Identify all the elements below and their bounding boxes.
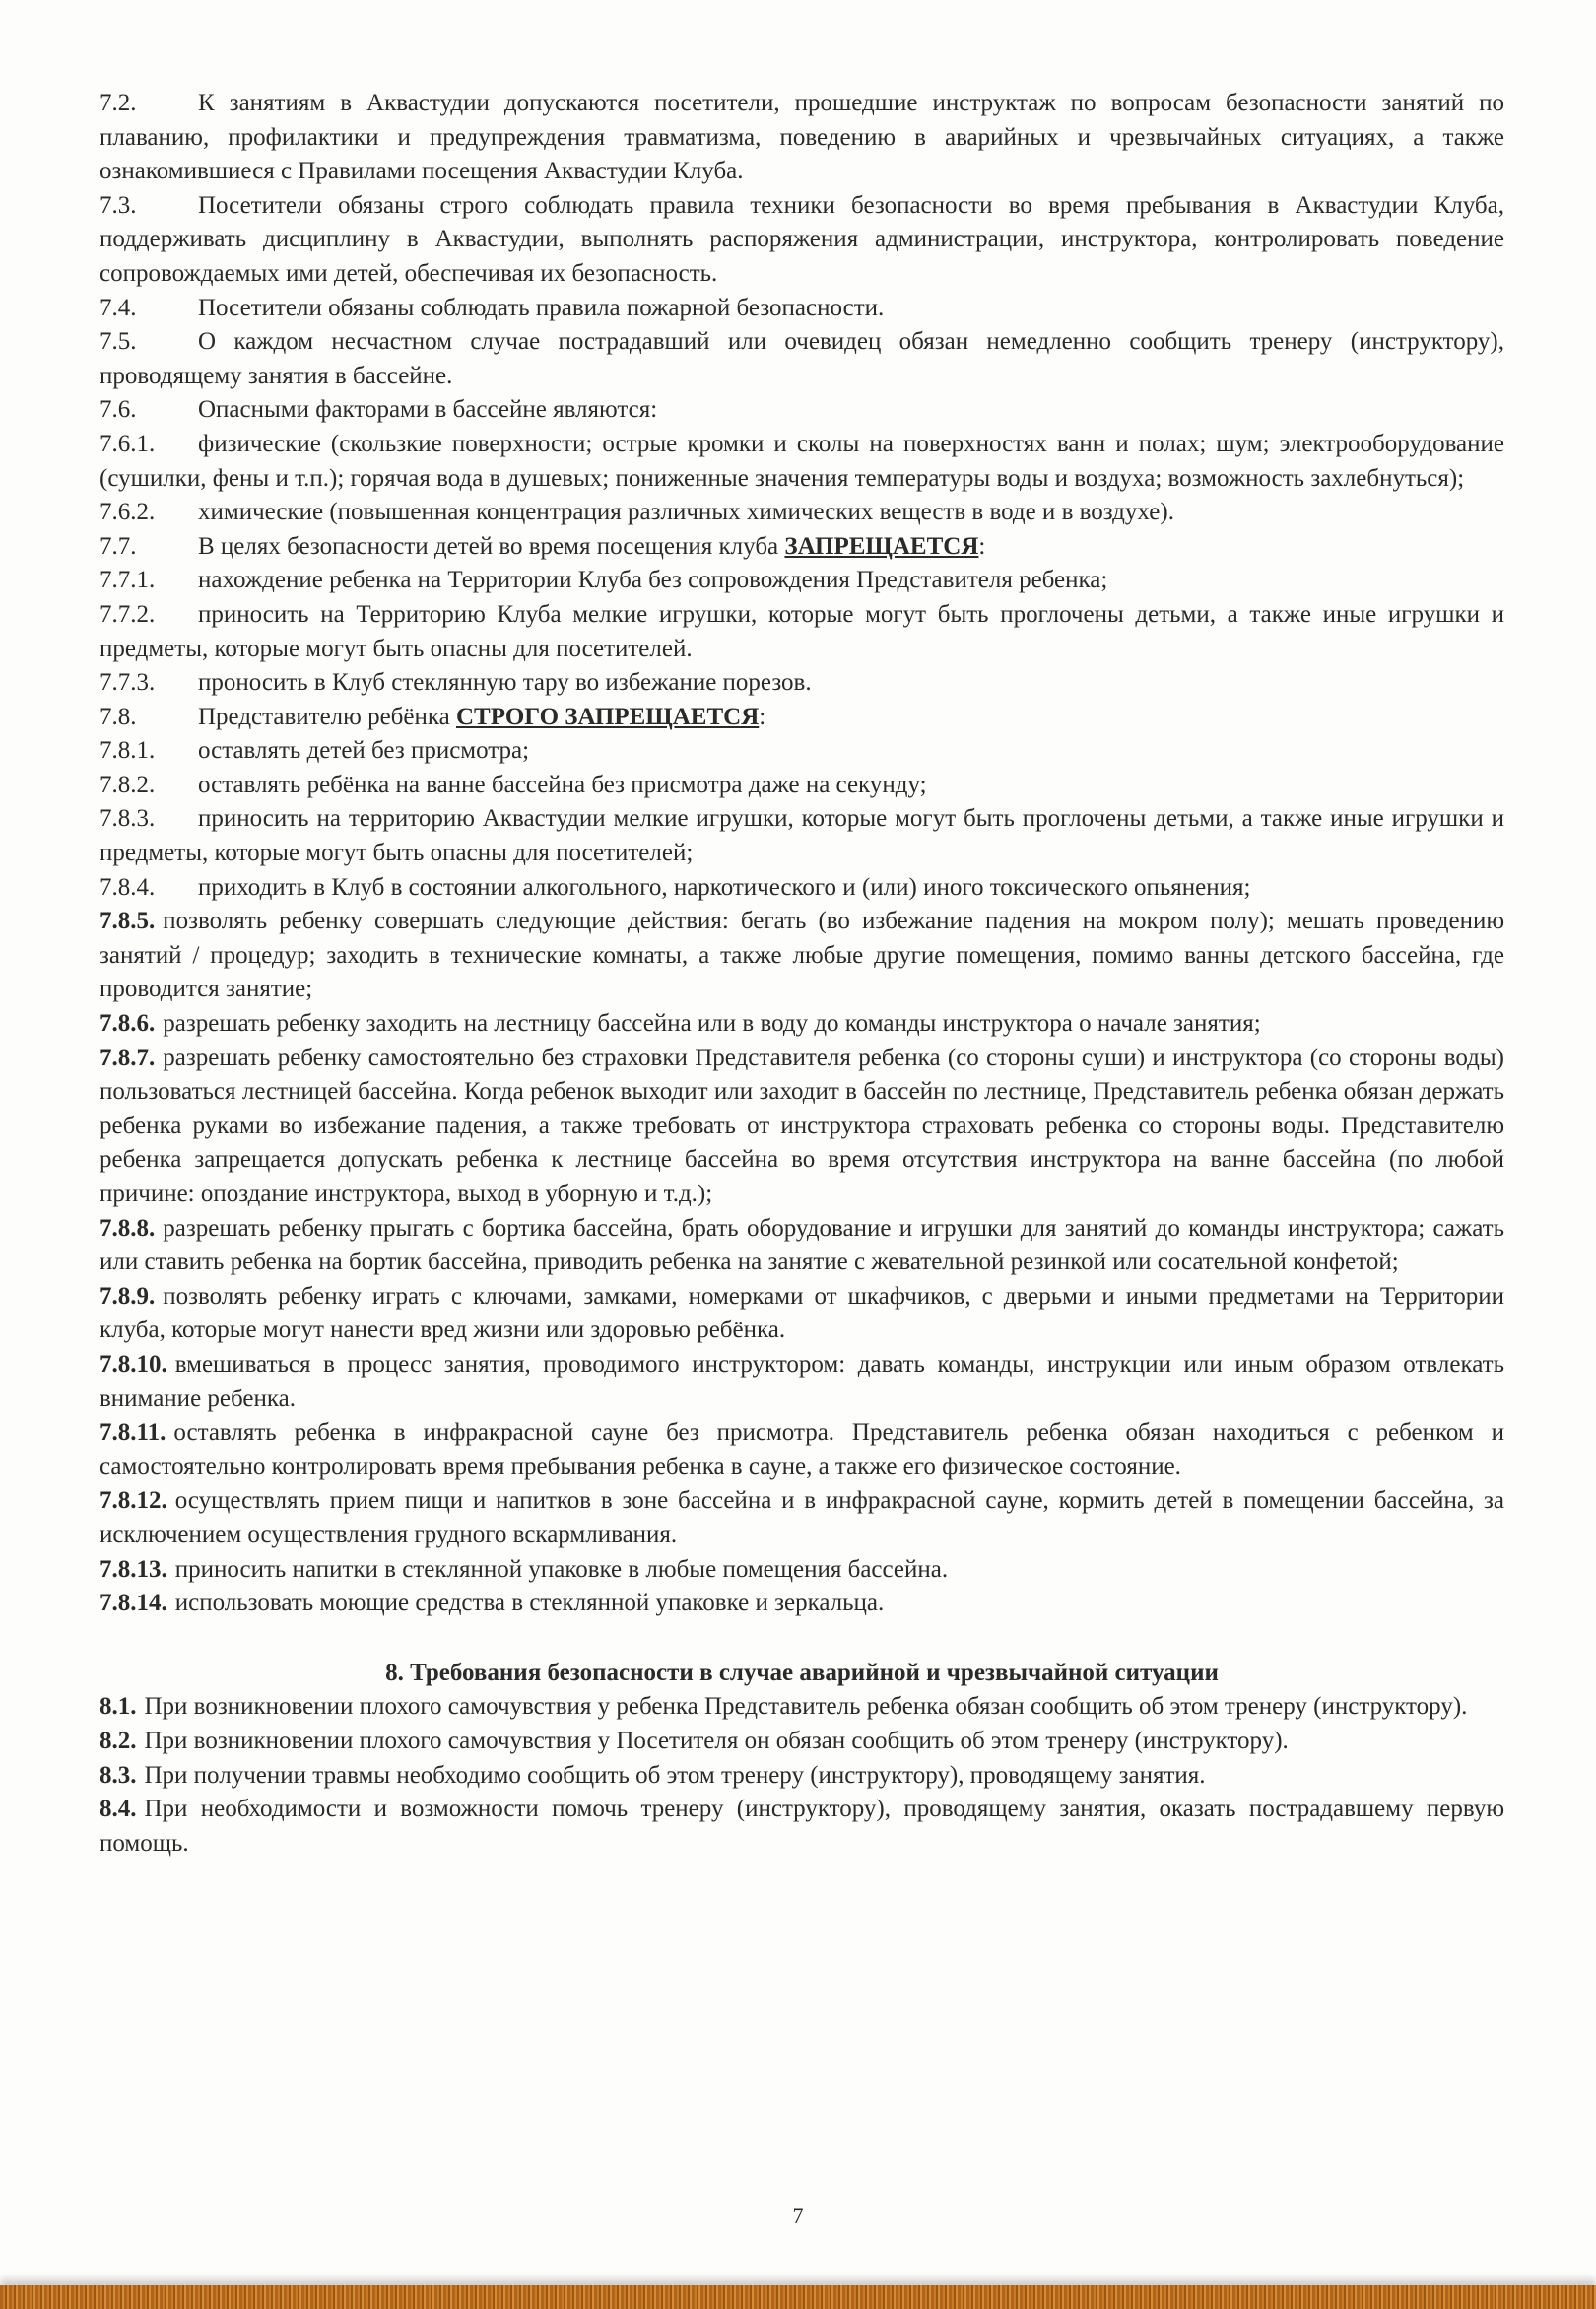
clause-8-4	[100, 1793, 1504, 1861]
scan-background-edge	[0, 2285, 1596, 2309]
clause-7-8-14	[100, 1587, 1504, 1621]
clause-text: вмешиваться в процесс занятия, проводимого инструктором: давать команды, инструкции или иным образом отвлекать внимание ребенка.	[100, 1350, 1504, 1412]
clause-text: приходить в Клуб в состоянии алкогольного, наркотического и (или) иного токсического опьянения;	[198, 873, 1251, 901]
clause-7-8-13	[100, 1553, 1504, 1588]
clause-7-7-1	[100, 564, 1504, 598]
clause-number: 7.8.1.	[100, 737, 156, 765]
clause-7-4	[100, 292, 1504, 326]
clause-number: 7.8.5.	[100, 908, 156, 935]
clause-text: О каждом несчастном случае пострадавший или очевидец обязан немедленно сообщить тренеру (инструктору), проводящему занятия в бассейне.	[100, 328, 1504, 389]
clause-7-8-1	[100, 734, 1504, 769]
clause-text: приносить на территорию Аквастудии мелкие игрушки, которые могут быть проглочены детьми, а также иные игрушки и предметы, которые могут быть опасны для посетителей;	[100, 805, 1504, 867]
clause-7-6-1	[100, 428, 1504, 496]
clause-text: позволять ребенку играть с ключами, замками, номерками от шкафчиков, с дверьми и иными предметами на Территории клуба, которые могут нанести вред жизни или здоровью ребёнка.	[100, 1282, 1504, 1344]
clause-number: 7.8.10.	[100, 1350, 167, 1378]
section-8-heading: 8. Требования безопасности в случае аварийной и чрезвычайной ситуации	[385, 1659, 1219, 1686]
clause-8-1	[100, 1690, 1504, 1725]
clause-text: нахождение ребенка на Территории Клуба без сопровождения Представителя ребенка;	[198, 567, 1108, 594]
clause-number: 7.8.12.	[100, 1487, 167, 1515]
clause-number: 7.4.	[100, 294, 137, 321]
clause-number: 7.7.1.	[100, 567, 156, 594]
clause-7-3	[100, 189, 1504, 292]
clause-text: приносить на Территорию Клуба мелкие игрушки, которые могут быть проглочены детьми, а также иные игрушки и предметы, которые могут быть опасны для посетителей.	[100, 600, 1504, 662]
clause-7-8-3	[100, 802, 1504, 870]
clause-number: 7.8.9.	[100, 1282, 156, 1310]
section-7-list	[100, 87, 1504, 1621]
clause-number: 7.7.	[100, 532, 137, 560]
clause-7-8	[100, 701, 1504, 735]
clause-number: 7.8.2.	[100, 771, 156, 798]
clause-number: 7.6.	[100, 396, 137, 424]
clause-text: разрешать ребенку прыгать с бортика бассейна, брать оборудование и игрушки для занятий до команды инструктора; сажать или ставить ребенка на бортик бассейна, приводить ребенка на занятие с жевательной резинкой или сосательной конфетой;	[100, 1214, 1504, 1276]
clause-text: оставлять детей без присмотра;	[198, 737, 530, 765]
document-page	[100, 87, 1504, 1861]
clause-text: При необходимости и возможности помочь тренеру (инструктору), проводящему занятия, оказать пострадавшему первую помощь.	[100, 1796, 1504, 1857]
clause-number: 7.8.6.	[100, 1010, 156, 1038]
clause-7-8-6	[100, 1007, 1504, 1042]
section-8-list	[100, 1690, 1504, 1861]
clause-text: оставлять ребенка в инфракрасной сауне без присмотра. Представитель ребенка обязан находиться с ребенком и самостоятельно контролировать время пребывания ребенка в сауне, а также его физическое состояние.	[100, 1419, 1504, 1480]
clause-7-6-2	[100, 496, 1504, 530]
clause-8-3	[100, 1759, 1504, 1794]
clause-number: 7.7.3.	[100, 669, 156, 697]
clause-text: использовать моющие средства в стеклянной упаковке и зеркальца.	[174, 1590, 885, 1617]
clause-text: В целях безопасности детей во время посещения клуба	[198, 532, 785, 560]
clause-7-7-3	[100, 666, 1504, 701]
clause-number: 7.8.8.	[100, 1214, 156, 1242]
clause-text: приносить напитки в стеклянной упаковке в любые помещения бассейна.	[174, 1555, 949, 1583]
clause-7-8-8	[100, 1212, 1504, 1280]
clause-number: 8.4.	[100, 1796, 137, 1823]
clause-number: 7.8.	[100, 703, 137, 730]
clause-number: 7.8.3.	[100, 805, 156, 833]
clause-7-8-12	[100, 1484, 1504, 1552]
clause-text: физические (скользкие поверхности; острые кромки и сколы на поверхностях ванн и полах; шум; электрооборудование (сушилки, фены и т.п.); горячая вода в душевых; пониженные значения температуры воды и воздуха; возможность захлебнуться);	[100, 430, 1504, 492]
clause-number: 7.5.	[100, 328, 137, 356]
clause-number: 7.8.14.	[100, 1590, 167, 1617]
clause-number: 7.6.1.	[100, 430, 156, 457]
clause-text-after: :	[759, 703, 766, 730]
clause-7-8-10	[100, 1348, 1504, 1416]
clause-number: 7.8.7.	[100, 1044, 156, 1071]
clause-7-6	[100, 393, 1504, 428]
clause-7-2	[100, 87, 1504, 189]
clause-number: 7.8.11.	[100, 1419, 166, 1447]
clause-number: 7.7.2.	[100, 600, 156, 628]
clause-text: позволять ребенку совершать следующие действия: бегать (во избежание падения на мокром полу); мешать проведению занятий / процедур; заходить в технические комнаты, а также любые другие помещения, помимо ванны детского бассейна, где проводится занятие;	[100, 908, 1504, 1003]
clause-text: Посетители обязаны строго соблюдать правила техники безопасности во время пребывания в Аквастудии Клуба, поддерживать дисциплину в Аквастудии, выполнять распоряжения администрации, инструктора, контролировать поведение сопровождаемых ими детей, обеспечивая их безопасность.	[100, 191, 1504, 287]
emphasis-text: СТРОГО ЗАПРЕЩАЕТСЯ	[455, 703, 760, 730]
clause-8-2	[100, 1725, 1504, 1759]
clause-number: 7.8.13.	[100, 1555, 167, 1583]
clause-7-8-5	[100, 905, 1504, 1007]
clause-7-8-11	[100, 1416, 1504, 1484]
clause-number: 8.2.	[100, 1727, 137, 1754]
clause-7-8-2	[100, 769, 1504, 803]
clause-7-8-4	[100, 871, 1504, 906]
emphasis-text: ЗАПРЕЩАЕТСЯ	[784, 532, 979, 560]
clause-7-7	[100, 530, 1504, 565]
clause-number: 7.8.4.	[100, 873, 156, 901]
clause-number: 7.6.2.	[100, 499, 156, 526]
clause-7-8-9	[100, 1280, 1504, 1348]
clause-text: При возникновении плохого самочувствия у Посетителя он обязан сообщить об этом тренеру (инструктору).	[144, 1727, 1289, 1754]
page-number: 7	[792, 2204, 804, 2228]
clause-text: Опасными факторами в бассейне являются:	[198, 396, 658, 424]
clause-number: 7.3.	[100, 191, 137, 219]
clause-text: разрешать ребенку заходить на лестницу бассейна или в воду до команды инструктора о начале занятия;	[163, 1010, 1261, 1038]
clause-text: проносить в Клуб стеклянную тару во избежание порезов.	[198, 669, 812, 697]
clause-number: 8.1.	[100, 1693, 137, 1721]
clause-text: К занятиям в Аквастудии допускаются посетители, прошедшие инструктаж по вопросам безопасности занятий по плаванию, профилактики и предупреждения травматизма, поведению в аварийных и чрезвычайных ситуациях, а также ознакомившиеся с Правилами посещения Аквастудии Клуба.	[100, 90, 1504, 185]
clause-7-7-2	[100, 598, 1504, 666]
clause-text: осуществлять прием пищи и напитков в зоне бассейна и в инфракрасной сауне, кормить детей в помещении бассейна, за исключением осуществления грудного вскармливания.	[100, 1487, 1504, 1548]
clause-text: оставлять ребёнка на ванне бассейна без присмотра даже на секунду;	[198, 771, 927, 798]
clause-text: разрешать ребенку самостоятельно без страховки Представителя ребенка (со стороны суши) и инструктора (со стороны воды) пользоваться лестницей бассейна. Когда ребенок выходит или заходит в бассейн по лестнице, Представитель ребенка обязан держать ребенка руками во избежание падения, а также требовать от инструктора страховать ребенка со стороны воды. Представителю ребенка запрещается допускать ребенка к лестнице бассейна во время отсутствия инструктора на ванне бассейна (по любой причине: опоздание инструктора, выход в уборную и т.д.);	[100, 1044, 1504, 1207]
clause-text: Посетители обязаны соблюдать правила пожарной безопасности.	[198, 294, 885, 321]
clause-text: Представителю ребёнка	[198, 703, 456, 730]
clause-number: 7.2.	[100, 90, 137, 116]
clause-7-8-7	[100, 1042, 1504, 1212]
clause-number: 8.3.	[100, 1761, 137, 1789]
clause-text: химические (повышенная концентрация различных химических веществ в воде и в воздухе).	[198, 499, 1174, 526]
clause-7-5	[100, 325, 1504, 393]
clause-text: При возникновении плохого самочувствия у ребенка Представитель ребенка обязан сообщить об этом тренеру (инструктору).	[144, 1693, 1468, 1721]
clause-text-after: :	[978, 532, 986, 560]
clause-text: При получении травмы необходимо сообщить об этом тренеру (инструктору), проводящему занятия.	[144, 1761, 1206, 1789]
